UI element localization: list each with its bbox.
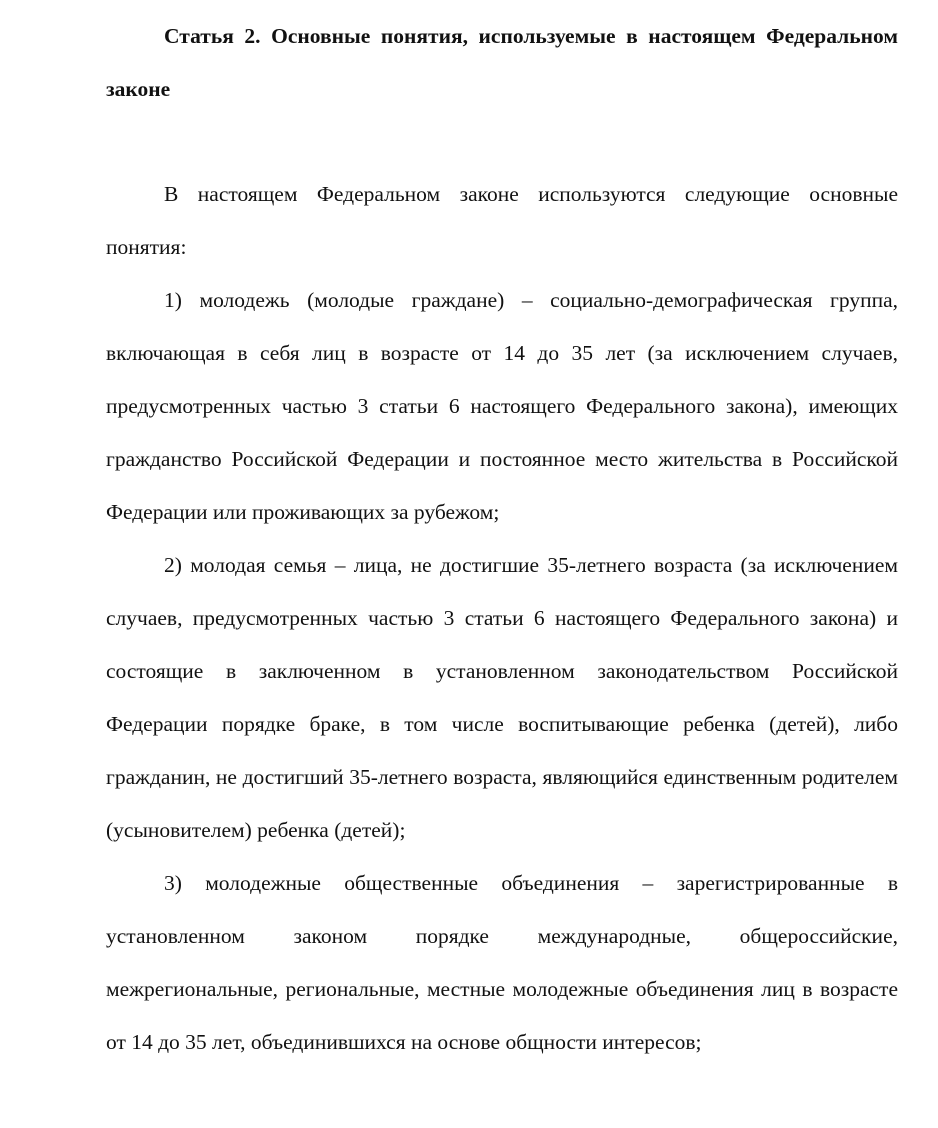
- article-title: Статья 2. Основные понятия, используемые в настоящем Федеральном законе: [106, 24, 898, 101]
- item-number: 1): [164, 288, 182, 312]
- definition-item-2: [106, 539, 898, 857]
- definition-item-3: [106, 857, 898, 1069]
- article-intro: В настоящем Федеральном законе используются следующие основные понятия:: [106, 182, 898, 259]
- item-text: молодежные общественные объединения – зарегистрированные в установленном законом порядке международные, общероссийские, межрегиональные, региональные, местные молодежные объединения лиц в возрасте от 14 до 35 лет, объединившихся на основе общности интересов;: [106, 871, 899, 1054]
- definition-item-1: [106, 274, 898, 539]
- item-text: молодая семья – лица, не достигшие 35-летнего возраста (за исключением случаев, предусмотренных частью 3 статьи 6 настоящего Федерального закона) и состоящие в заключенном в установленном законодательством Российской Федерации порядке браке, в том числе воспитывающие ребенка (детей), либо гражданин, не достигший 35-летнего возраста, являющийся единственным родителем (усыновителем) ребенка (детей);: [106, 553, 899, 842]
- spacer: [106, 116, 898, 168]
- item-number: 2): [164, 553, 182, 577]
- item-number: 3): [164, 871, 182, 895]
- item-text: молодежь (молодые граждане) – социально-демографическая группа, включающая в себя лиц в возрасте от 14 до 35 лет (за исключением случаев, предусмотренных частью 3 статьи 6 настоящего Федерального закона), имеющих гражданство Российской Федерации и постоянное место жительства в Российской Федерации или проживающих за рубежом;: [106, 288, 898, 524]
- document-page: [106, 10, 898, 1069]
